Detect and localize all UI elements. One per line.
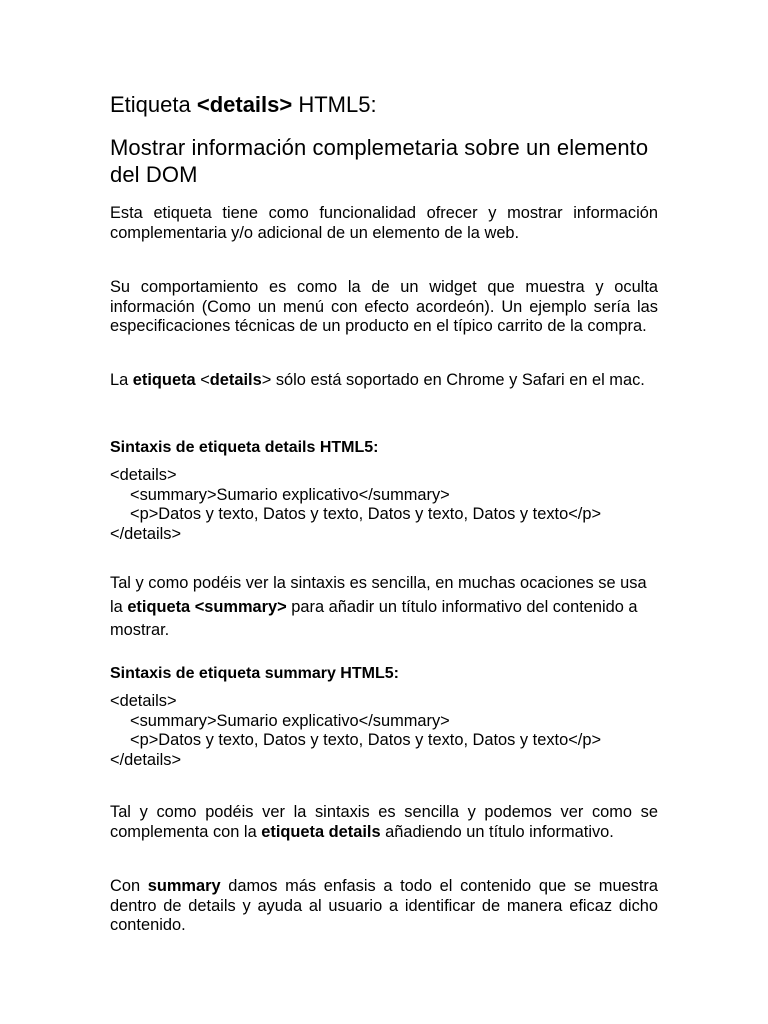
code-block-summary (110, 692, 601, 770)
bold-etiqueta: etiqueta (132, 371, 196, 389)
heading-summary-syntax: Sintaxis de etiqueta summary HTML5: (110, 665, 399, 682)
paragraph-complement: Tal y como podéis ver la sintaxis es sencilla y podemos ver como se complementa con la etiqueta details añadiendo un título informativo. (110, 803, 658, 841)
bold-etiqueta-summary: etiqueta <summary> (127, 597, 287, 616)
code-line: <summary>Sumario explicativo</summary> (130, 711, 450, 730)
title-tag: <details> (196, 92, 293, 117)
document-subtitle: Mostrar información complemetaria sobre un elemento del DOM (110, 135, 649, 187)
code-line: <p>Datos y texto, Datos y texto, Datos y texto, Datos y texto</p> (130, 505, 602, 523)
paragraph-intro: Esta etiqueta tiene como funcionalidad ofrecer y mostrar información complementaria y/o adicional de un elemento de la web. (110, 204, 658, 242)
code-line: <details> (110, 692, 177, 710)
paragraph-support: La etiqueta <details> sólo está soportado en Chrome y Safari en el mac. (110, 371, 645, 389)
code-line: <p>Datos y texto, Datos y texto, Datos y texto, Datos y texto</p> (130, 731, 602, 749)
code-line: </details> (110, 750, 182, 769)
paragraph-summary-usage: Tal y como podéis ver la sintaxis es sencilla, en muchas ocaciones se usa la etiqueta <summary> para añadir un título informativo del contenido a mostrar. (110, 574, 647, 639)
paragraph-summary-emphasis: Con summary damos más enfasis a todo el contenido que se muestra dentro de details y ayuda al usuario a identificar de manera eficaz dicho contenido. (110, 877, 659, 934)
document-title (110, 92, 377, 118)
bold-details: details (209, 371, 262, 389)
code-line: <details> (110, 466, 177, 484)
heading-details-syntax: Sintaxis de etiqueta details HTML5: (110, 439, 379, 456)
bold-summary: summary (147, 877, 221, 895)
code-block-details (110, 466, 601, 544)
bold-etiqueta-details: etiqueta details (261, 822, 381, 841)
title-prefix: Etiqueta (110, 92, 197, 117)
title-suffix: HTML5: (292, 92, 377, 117)
code-line: </details> (110, 524, 182, 543)
paragraph-behavior: Su comportamiento es como la de un widget que muestra y oculta información (Como un menú con efecto acordeón). Un ejemplo sería las especificaciones técnicas de un producto en el típico carrito de la compra. (110, 278, 658, 335)
code-line: <summary>Sumario explicativo</summary> (130, 485, 450, 504)
